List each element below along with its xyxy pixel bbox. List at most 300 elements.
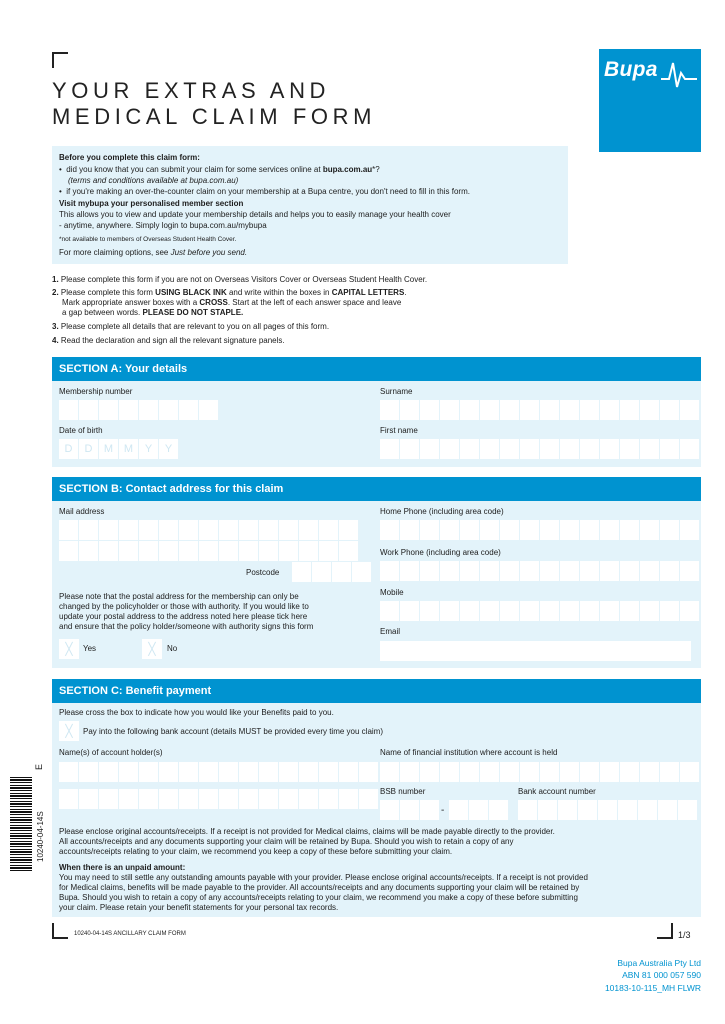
membership-cell[interactable] [59,400,78,420]
input-cell[interactable] [460,561,479,581]
input-cell[interactable] [678,800,697,820]
input-cell[interactable] [79,789,98,809]
dob-cell-day[interactable]: D [79,439,98,459]
input-cell[interactable] [199,541,218,561]
address-note-line-2: changed by the policyholder or those with authority. If you would like to [59,602,309,611]
input-cell[interactable] [119,789,138,809]
benefit-instruction: Please cross the box to indicate how you would like your Benefits paid to you. [59,708,334,717]
instruction-2-line2-b: CROSS [199,298,228,307]
input-cell[interactable] [560,762,579,782]
input-cell[interactable] [680,762,699,782]
dob-input[interactable] [59,439,178,459]
input-cell[interactable] [119,520,138,540]
input-cell[interactable] [339,789,358,809]
input-cell[interactable] [658,800,677,820]
unpaid-line-1: You may need to still settle any outstanding amounts payable with your provider. Please enclose original accounts/receipts. If a receipt is not provided [59,873,588,882]
firstname-cell[interactable] [440,439,459,459]
instruction-2-num: 2. [52,288,59,297]
input-cell[interactable] [400,800,419,820]
email-input[interactable] [380,641,691,661]
input-cell[interactable] [520,762,539,782]
surname-cell[interactable] [480,400,499,420]
info-footnote: *not available to members of Overseas Student Health Cover. [59,236,237,243]
firstname-cell[interactable] [600,439,619,459]
surname-cell[interactable] [540,400,559,420]
surname-cell[interactable] [520,400,539,420]
account-holder-label: Name(s) of account holder(s) [59,748,163,757]
surname-cell[interactable] [420,400,439,420]
form-title-line2: MEDICAL CLAIM FORM [52,104,377,129]
bsb-input-part-2[interactable] [449,800,508,820]
company-name: Bupa Australia Pty Ltd [617,958,701,968]
input-cell[interactable] [352,562,371,582]
instruction-2-line3-a: a gap between words. [62,308,143,317]
input-cell[interactable] [660,601,679,621]
surname-cell[interactable] [680,400,699,420]
membership-cell[interactable] [139,400,158,420]
surname-input[interactable] [380,400,699,420]
address-note-line-3: update your postal address to the address noted here please tick here [59,612,308,621]
section-b-header [52,477,701,501]
input-cell[interactable] [640,762,659,782]
input-cell[interactable] [380,762,399,782]
instruction-2-d: CAPITAL LETTERS [331,288,405,297]
firstname-cell[interactable] [660,439,679,459]
input-cell[interactable] [640,561,659,581]
input-cell[interactable] [520,601,539,621]
input-cell[interactable] [339,541,358,561]
info-heading: Before you complete this claim form: [59,153,200,162]
surname-label: Surname [380,387,413,396]
input-cell[interactable] [460,762,479,782]
membership-cell[interactable] [159,400,178,420]
receipts-line-3: accounts/receipts relating to your claim, we recommend you keep a copy of these before submitting your claim. [59,847,453,856]
input-cell[interactable] [560,561,579,581]
input-cell[interactable] [59,541,78,561]
institution-input[interactable] [380,762,699,782]
input-cell[interactable] [380,800,399,820]
input-cell[interactable] [179,541,198,561]
work-phone-input[interactable] [380,561,699,581]
firstname-cell[interactable] [680,439,699,459]
firstname-cell[interactable] [400,439,419,459]
mybupa-heading: Visit mybupa your personalised member section [59,199,244,208]
address-note-line-1: Please note that the postal address for the membership can only be [59,592,299,601]
company-abn: ABN 81 000 057 590 [622,970,701,980]
section-a-header [52,357,701,381]
input-cell[interactable] [420,520,439,540]
input-cell[interactable] [380,561,399,581]
instruction-3 [52,322,329,332]
surname-cell[interactable] [660,400,679,420]
input-cell[interactable] [59,789,78,809]
input-cell[interactable] [400,561,419,581]
input-cell[interactable] [480,762,499,782]
yes-label: Yes [83,644,97,653]
input-cell[interactable] [119,762,138,782]
input-cell[interactable] [620,762,639,782]
online-claim-link[interactable]: bupa.com.au [322,165,373,174]
firstname-cell[interactable] [580,439,599,459]
input-cell[interactable] [480,601,499,621]
instruction-2-line-2 [62,298,401,308]
input-cell[interactable] [179,789,198,809]
input-cell[interactable] [420,601,439,621]
bsb-dash: - [441,805,445,816]
crop-mark-top-left [52,52,68,68]
membership-cell[interactable] [179,400,198,420]
instruction-3-text: Please complete all details that are relevant to you on all pages of this form. [60,322,330,331]
no-checkbox[interactable]: ╳ [142,639,162,659]
form-title-line1: YOUR EXTRAS AND [52,78,331,103]
input-cell[interactable] [59,762,78,782]
input-cell[interactable] [199,520,218,540]
membership-number-input[interactable] [59,400,218,420]
mail-address-label: Mail address [59,507,105,516]
input-cell[interactable] [518,800,537,820]
instruction-2 [52,288,407,298]
input-cell[interactable] [520,520,539,540]
input-cell[interactable] [538,800,557,820]
info-bullet-2-text: if you're making an over-the-counter claim on your membership at a Bupa centre, you don't need to fill in this form. [66,187,470,196]
input-cell[interactable] [259,762,278,782]
section-c-body [52,703,701,917]
input-cell[interactable] [520,561,539,581]
form-code: 10240-04-14S ANCILLARY CLAIM FORM [74,931,186,937]
info-bullet-1-note: (terms and conditions available at bupa.com.au) [68,176,239,185]
account-holder-input-1[interactable] [59,762,378,782]
input-cell[interactable] [500,762,519,782]
instruction-2-line2-c: . Start at the left of each answer space and leave [227,298,402,307]
surname-cell[interactable] [500,400,519,420]
input-cell[interactable] [99,520,118,540]
input-cell[interactable] [620,561,639,581]
input-cell[interactable] [219,520,238,540]
membership-cell[interactable] [99,400,118,420]
instruction-2-line-3 [62,308,243,318]
input-cell[interactable] [359,762,378,782]
surname-cell[interactable] [440,400,459,420]
input-cell[interactable] [600,561,619,581]
input-cell[interactable] [79,541,98,561]
input-cell[interactable] [380,520,399,540]
dob-cell-day[interactable]: D [59,439,78,459]
input-cell[interactable] [600,601,619,621]
account-number-input[interactable] [518,800,697,820]
input-cell[interactable] [460,520,479,540]
unpaid-heading: When there is an unpaid amount: [59,863,186,872]
input-cell[interactable] [339,520,358,540]
input-cell[interactable] [560,601,579,621]
input-cell[interactable] [279,520,298,540]
input-cell[interactable] [380,601,399,621]
instruction-1-text: Please complete this form if you are not on Overseas Visitors Cover or Overseas Student Health Cover. [60,275,428,284]
input-cell[interactable] [239,789,258,809]
input-cell[interactable] [400,762,419,782]
bsb-input-part-1[interactable] [380,800,439,820]
input-cell[interactable] [500,601,519,621]
input-cell[interactable] [339,762,358,782]
home-phone-label: Home Phone (including area code) [380,507,504,516]
input-cell[interactable] [640,601,659,621]
input-cell[interactable] [440,561,459,581]
pay-bank-checkbox[interactable]: ╳ [59,721,79,741]
input-cell[interactable] [279,541,298,561]
dob-cell-month[interactable]: M [119,439,138,459]
address-note-line-4: and ensure that the policy holder/someone with authority signs this form [59,622,314,631]
firstname-label: First name [380,426,418,435]
input-cell[interactable] [480,561,499,581]
surname-cell[interactable] [400,400,419,420]
input-cell[interactable] [159,520,178,540]
surname-cell[interactable] [580,400,599,420]
input-cell[interactable] [319,789,338,809]
input-cell[interactable] [299,762,318,782]
home-phone-input[interactable] [380,520,699,540]
info-bullet-1-post: *? [372,165,380,174]
crop-mark-bottom-right [657,923,673,939]
email-label: Email [380,627,401,636]
input-cell[interactable] [99,541,118,561]
surname-cell[interactable] [620,400,639,420]
bupa-logo [599,49,701,152]
input-cell[interactable] [420,561,439,581]
input-cell[interactable] [199,789,218,809]
input-cell[interactable] [99,789,118,809]
section-c-header [52,679,701,703]
info-panel [52,146,568,264]
input-cell[interactable] [259,520,278,540]
membership-cell[interactable] [79,400,98,420]
input-cell[interactable] [59,520,78,540]
input-cell[interactable] [640,520,659,540]
input-cell[interactable] [680,601,699,621]
input-cell[interactable] [199,762,218,782]
firstname-cell[interactable] [520,439,539,459]
input-cell[interactable] [359,789,378,809]
input-cell[interactable] [312,562,331,582]
input-cell[interactable] [139,520,158,540]
input-cell[interactable] [598,800,617,820]
firstname-cell[interactable] [380,439,399,459]
instruction-4-text: Read the declaration and sign all the relevant signature panels. [60,336,285,345]
input-cell[interactable] [400,601,419,621]
input-cell[interactable] [578,800,597,820]
dob-cell-month[interactable]: M [99,439,118,459]
input-cell[interactable] [469,800,488,820]
unpaid-line-3: Bupa. Should you wish to retain a copy of any accounts/receipts relating to your claim, we recommend you make a copy of these before submitting [59,893,578,902]
input-cell[interactable] [600,762,619,782]
input-cell[interactable] [440,601,459,621]
side-letter: E [34,763,44,770]
input-cell[interactable] [420,762,439,782]
input-cell[interactable] [680,520,699,540]
input-cell[interactable] [139,789,158,809]
form-reference: 10183-10-115_MH FLWR [604,983,701,993]
input-cell[interactable] [219,789,238,809]
firstname-cell[interactable] [460,439,479,459]
unpaid-line-4: your claim. Please retain your benefit statements for your personal tax records. [59,903,339,912]
input-cell[interactable] [400,520,419,540]
input-cell[interactable] [660,520,679,540]
input-cell[interactable] [620,601,639,621]
input-cell[interactable] [680,561,699,581]
input-cell[interactable] [159,762,178,782]
input-cell[interactable] [500,520,519,540]
input-cell[interactable] [259,789,278,809]
input-cell[interactable] [618,800,637,820]
instruction-1-num: 1. [52,275,59,284]
section-a-body [52,381,701,467]
mail-address-line-1[interactable] [59,520,358,540]
input-cell[interactable] [79,520,98,540]
input-cell[interactable] [440,520,459,540]
membership-cell[interactable] [119,400,138,420]
membership-label: Membership number [59,387,133,396]
input-cell[interactable] [540,520,559,540]
account-number-label: Bank account number [518,787,596,796]
input-cell[interactable] [99,762,118,782]
more-options-text: For more claiming options, see [59,248,171,257]
input-cell[interactable] [279,789,298,809]
surname-cell[interactable] [380,400,399,420]
input-cell[interactable] [159,789,178,809]
input-cell[interactable] [660,762,679,782]
input-cell[interactable] [540,601,559,621]
instruction-2-line3-b: PLEASE DO NOT STAPLE. [142,308,244,317]
section-b-body [52,501,701,668]
input-cell[interactable] [600,520,619,540]
surname-cell[interactable] [460,400,479,420]
dob-label: Date of birth [59,426,103,435]
input-cell[interactable] [319,520,338,540]
pay-bank-label: Pay into the following bank account (details MUST be provided every time you claim) [83,727,383,736]
input-cell[interactable] [79,762,98,782]
input-cell[interactable] [620,520,639,540]
no-label: No [167,644,178,653]
input-cell[interactable] [219,762,238,782]
input-cell[interactable] [420,800,439,820]
info-bullet-1: • did you know that you can submit your claim for some services online at bupa.com.au*? [59,165,380,174]
instruction-2-e: . [404,288,407,297]
input-cell[interactable] [299,789,318,809]
mobile-label: Mobile [380,588,404,597]
membership-cell[interactable] [199,400,218,420]
firstname-cell[interactable] [540,439,559,459]
surname-cell[interactable] [600,400,619,420]
input-cell[interactable] [332,562,351,582]
bupa-logo-text: Bupa [604,58,658,81]
heartbeat-icon [661,59,697,89]
more-options [59,248,247,258]
input-cell[interactable] [299,541,318,561]
firstname-cell[interactable] [640,439,659,459]
input-cell[interactable] [239,520,258,540]
section-c-title: SECTION C: Benefit payment [59,685,212,697]
mail-address-line-2[interactable] [59,541,358,561]
dob-cell-year[interactable]: Y [139,439,158,459]
input-cell[interactable] [580,762,599,782]
input-cell[interactable] [558,800,577,820]
firstname-input[interactable] [380,439,699,459]
firstname-cell[interactable] [560,439,579,459]
input-cell[interactable] [500,561,519,581]
barcode [10,776,32,871]
instruction-1 [52,275,427,285]
input-cell[interactable] [119,541,138,561]
input-cell[interactable] [159,541,178,561]
mybupa-line-2: - anytime, anywhere. Simply login to bupa.com.au/mybupa [59,221,267,230]
input-cell[interactable] [449,800,468,820]
firstname-cell[interactable] [500,439,519,459]
firstname-cell[interactable] [420,439,439,459]
yes-checkbox[interactable]: ╳ [59,639,79,659]
input-cell[interactable] [239,541,258,561]
postcode-input[interactable] [292,562,371,582]
input-cell[interactable] [560,520,579,540]
input-cell[interactable] [292,562,311,582]
surname-cell[interactable] [640,400,659,420]
work-phone-label: Work Phone (including area code) [380,548,501,557]
institution-label: Name of financial institution where account is held [380,748,558,757]
firstname-cell[interactable] [620,439,639,459]
input-cell[interactable] [299,520,318,540]
input-cell[interactable] [219,541,238,561]
section-a-title: SECTION A: Your details [59,363,188,375]
receipts-line-2: All accounts/receipts and any documents supporting your claim will be retained by Bupa. Should you wish to retain a copy of any [59,837,514,846]
more-options-ref: Just before you send. [170,248,248,257]
instruction-2-b: USING BLACK INK [155,288,227,297]
receipts-line-1: Please enclose original accounts/receipts. If a receipt is not provided for Medical claims, claims will be made payable directly to the provider. [59,827,555,836]
input-cell[interactable] [139,541,158,561]
dob-cell-year[interactable]: Y [159,439,178,459]
input-cell[interactable] [319,762,338,782]
input-cell[interactable] [259,541,278,561]
input-cell[interactable] [139,762,158,782]
barcode-text: 10240-04-14S [36,811,45,862]
input-cell[interactable] [489,800,508,820]
bsb-label: BSB number [380,787,426,796]
input-cell[interactable] [480,520,499,540]
input-cell[interactable] [440,762,459,782]
surname-cell[interactable] [560,400,579,420]
input-cell[interactable] [638,800,657,820]
input-cell[interactable] [660,561,679,581]
unpaid-line-2: for Medical claims, benefits will be made payable to the provider. All accounts/receipts and any documents supporting your claim will be retained by [59,883,580,892]
input-cell[interactable] [460,601,479,621]
info-bullet-2: • if you're making an over-the-counter claim on your membership at a Bupa centre, you don't need to fill in this form. [59,187,470,196]
input-cell[interactable] [179,762,198,782]
input-cell[interactable] [580,601,599,621]
input-cell[interactable] [540,762,559,782]
page-number: 1/3 [678,930,691,940]
input-cell[interactable] [239,762,258,782]
instruction-4-num: 4. [52,336,59,345]
account-holder-input-2[interactable] [59,789,378,809]
input-cell[interactable] [580,520,599,540]
form-title [52,78,376,130]
instruction-3-num: 3. [52,322,59,331]
input-cell[interactable] [179,520,198,540]
input-cell[interactable] [580,561,599,581]
crop-mark-bottom-left [52,923,68,939]
info-bullet-1-text: did you know that you can submit your claim for some services online at [66,165,323,174]
mobile-input[interactable] [380,601,699,621]
firstname-cell[interactable] [480,439,499,459]
input-cell[interactable] [279,762,298,782]
input-cell[interactable] [540,561,559,581]
input-cell[interactable] [319,541,338,561]
